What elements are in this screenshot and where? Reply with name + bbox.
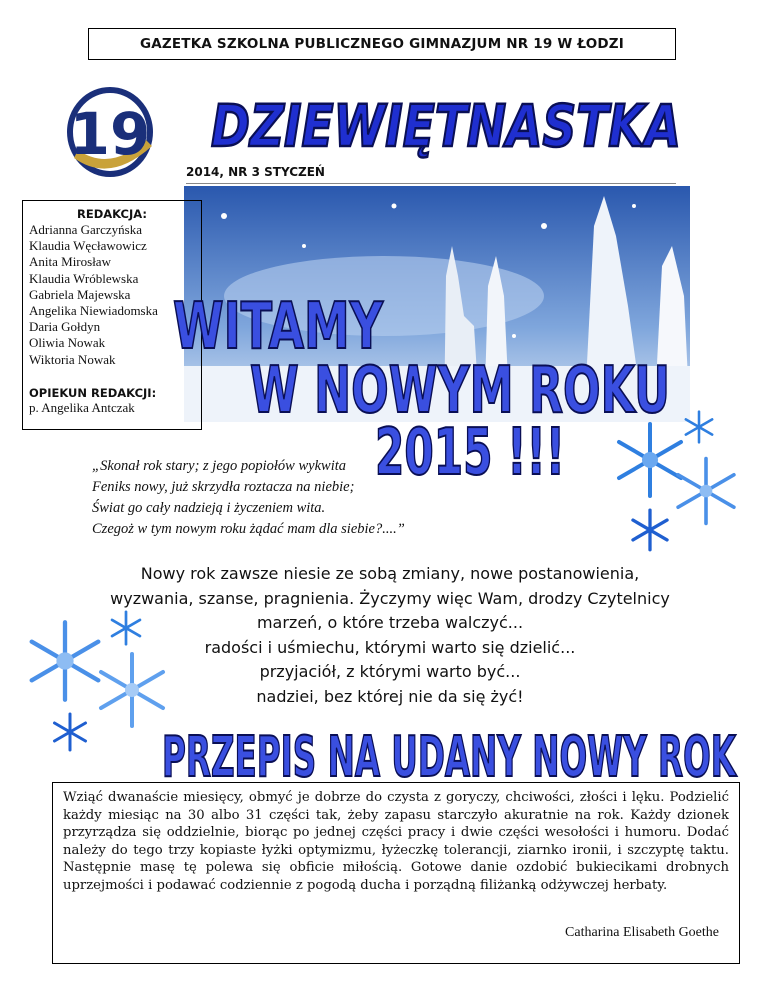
supervisor-name: p. Angelika Antczak — [29, 399, 135, 415]
snowflake-icon — [682, 410, 716, 444]
editorial-member: Gabriela Majewska — [29, 286, 131, 302]
recipe-box — [52, 782, 740, 964]
editorial-member: Klaudia Wróblewska — [29, 270, 139, 286]
wishes-line: Nowy rok zawsze niesie ze sobą zmiany, nowe postanowienia, — [140, 564, 640, 583]
snowflake-icon — [628, 508, 672, 552]
masthead-title-text: DZIEWIĘTNASTKA — [211, 92, 681, 160]
newspaper-banner — [88, 28, 676, 60]
wishes-line: radości i uśmiechu, którymi warto się dzielić... — [204, 637, 576, 657]
issue-divider — [186, 183, 676, 184]
issue-label: 2014, NR 3 STYCZEŃ — [186, 165, 325, 179]
masthead-title — [206, 84, 686, 164]
poem-line: Świat go cały nadzieją i życzeniem wita. — [92, 500, 326, 516]
greeting-line-1: WITAMY — [173, 290, 384, 364]
poem-line: Czegoż w tym nowym roku żądać mam dla siebie?....” — [92, 521, 405, 537]
recipe-text: Wziąć dwanaście miesięcy, obmyć je dobrze do czysta z goryczy, chciwości, złości i lęku. Podzielić każdy miesiąc na 30 albo 31 części tak, żeby zapasu starczyło akuratnie na rok. Każdy dzionek przyrządza się oddzielnie, biorąc po jednej części pracy i dwie części wesołości i humoru. Dodać należy do tego trzy kopiaste łyżki optymizmu, łyżeczkę tolerancji, ziarnko ironii, i szczyptę taktu. Następnie masę tę polewa się obficie miłością. Gotowe danie ozdobić bukiecikami drobnych uprzejmości i podawać codziennie z pogodą ducha i porządną filiżanką odżywczej herbaty. — [63, 790, 729, 893]
supervisor-title: OPIEKUN REDAKCJI: — [29, 385, 157, 400]
greeting-line-3: 2015 !!! — [375, 416, 565, 490]
wishes-line: przyjaciół, z którymi warto być... — [259, 662, 521, 681]
wishes-line: marzeń, o które trzeba walczyć... — [256, 613, 524, 632]
editorial-member: Klaudia Węcławowicz — [29, 238, 147, 254]
wishes-text — [60, 562, 720, 709]
wishes-line: nadziei, bez której nie da się żyć! — [256, 686, 524, 706]
editorial-member: Angelika Niewiadomska — [29, 303, 158, 319]
greeting-line-2: W NOWYM ROKU — [250, 354, 670, 428]
poem-line: „Skonał rok stary; z jego popiołów wykwita — [92, 458, 347, 474]
snowflake-icon — [50, 712, 90, 752]
editorial-member: Wiktoria Nowak — [29, 351, 116, 367]
logo-number: 19 — [69, 100, 151, 168]
editorial-member: Oliwia Nowak — [29, 335, 106, 351]
poem — [92, 456, 405, 540]
editorial-member: Adrianna Garczyńska — [29, 222, 142, 237]
snowflake-icon — [670, 455, 742, 527]
recipe-author: Catharina Elisabeth Goethe — [565, 925, 719, 940]
wishes-line: wyzwania, szanse, pragnienia. Życzymy więc Wam, drodzy Czytelnicy — [110, 588, 670, 608]
banner-text: GAZETKA SZKOLNA PUBLICZNEGO GIMNAZJUM NR 19 W ŁODZI — [139, 36, 625, 52]
school-logo — [60, 88, 160, 178]
recipe-title — [158, 716, 740, 790]
editorial-member: Anita Mirosław — [29, 254, 111, 270]
poem-line: Feniks nowy, już skrzydła roztacza na niebie; — [92, 479, 355, 495]
editorial-member: Daria Gołdyn — [29, 319, 101, 335]
editorial-title: REDAKCJA: — [77, 207, 147, 221]
recipe-title-text: PRZEPIS NA UDANY NOWY ROK — [162, 725, 738, 790]
